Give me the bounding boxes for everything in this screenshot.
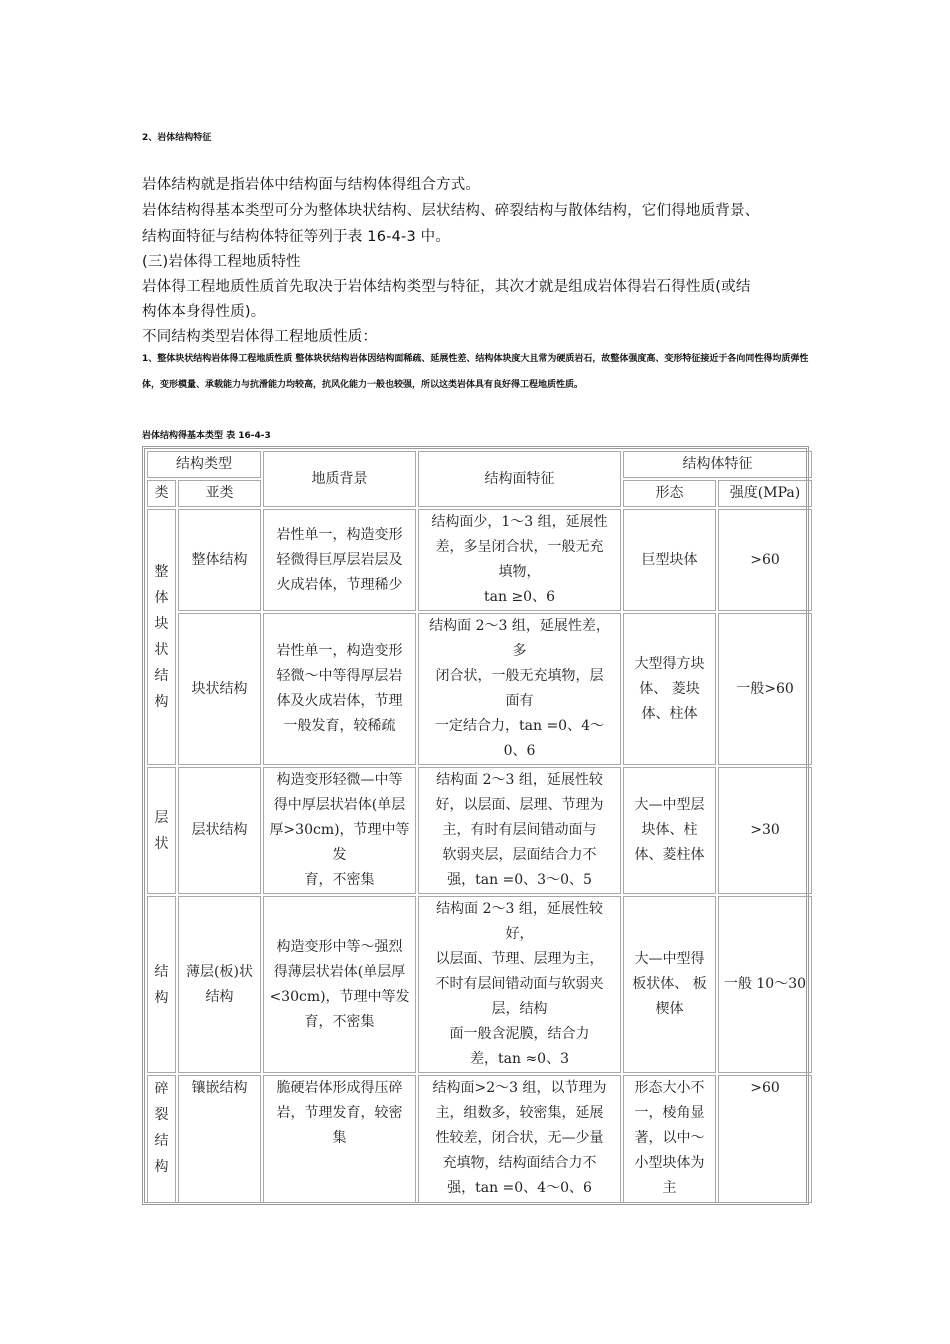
group-label: 结构 [154,963,169,1006]
paragraph-line-2: 岩体结构得基本类型可分为整体块状结构、层状结构、碎裂结构与散体结构，它们得地质背景、 [142,203,760,219]
shape-cell: 大—中型得 板状体、 板 楔体 [623,896,716,1073]
header-class: 类 [147,480,176,507]
paragraph-line-6: 构体本身得性质)。 [142,304,266,320]
background-cell: 脆硬岩体形成得压碎 岩，节理发育，较密 集 [263,1075,416,1203]
header-subclass: 亚类 [178,480,261,507]
paragraph-line-1: 岩体结构就是指岩体中结构面与结构体得组合方式。 [142,177,481,193]
surface-cell: 结构面>2～3 组，以节理为 主，组数多，较密集，延展 性较差，闭合状，无—少量 充填物，结构面结合力不 强，tan =0、4～0、6 [418,1075,621,1203]
section-title-engineering-properties: (三)岩体得工程地质特性 [142,254,301,270]
header-body-features: 结构体特征 [623,451,812,478]
surface-cell: 结构面 2～3 组，延展性较 好，以层面、层理、节理为 主，有时有层间错动面与 软弱夹层，层面结合力不 强，tan =0、3～0、5 [418,767,621,894]
strength-cell: 一般 10～30 [718,896,812,1073]
paragraph-line-7: 不同结构类型岩体得工程地质性质： [142,329,378,345]
subclass-cell: 镶嵌结构 [178,1075,261,1203]
header-surface-features: 结构面特征 [418,451,621,507]
subclass-cell: 块状结构 [178,613,261,765]
table-row [147,767,812,894]
structure-types-table [142,446,809,1205]
subclass-cell: 整体结构 [178,509,261,611]
shape-cell: 形态大小不 一，棱角显 著，以中～ 小型块体为 主 [623,1075,716,1203]
shape-cell: 大—中型层 块体、柱 体、菱柱体 [623,767,716,894]
shape-cell: 大型得方块 体、 菱块 体、柱体 [623,613,716,765]
background-cell: 岩性单一，构造变形 轻微～中等得厚层岩 体及火成岩体，节理 一般发育，较稀疏 [263,613,416,765]
paragraph-line-5: 岩体得工程地质性质首先取决于岩体结构类型与特征，其次才就是组成岩体得岩石得性质(或结 [142,279,751,295]
group-cell-cataclastic [147,1075,176,1203]
background-cell: 构造变形轻微—中等 得中厚层状岩体(单层 厚>30cm)，节理中等 发 育，不密集 [263,767,416,894]
background-cell: 构造变形中等～强烈 得薄层状岩体(单层厚 <30cm)，节理中等发 育，不密集 [263,896,416,1073]
shape-cell: 巨型块体 [623,509,716,611]
table-row [147,896,812,1073]
background-cell: 岩性单一，构造变形 轻微得巨厚层岩层及 火成岩体，节理稀少 [263,509,416,611]
group-label: 整体块状结构 [154,564,169,710]
surface-cell: 结构面少，1～3 组，延展性 差，多呈闭合状，一般无充 填物， tan ≥0、6 [418,509,621,611]
section-heading: 2、岩体结构特征 [142,133,212,143]
header-structure-type: 结构类型 [147,451,261,478]
header-shape: 形态 [623,480,716,507]
strength-cell: 一般>60 [718,613,812,765]
table-row [147,509,812,611]
header-strength: 强度(MPa) [718,480,812,507]
group-label: 碎裂结构 [154,1081,169,1175]
surface-cell: 结构面 2～3 组，延展性差， 多 闭合状，一般无充填物，层 面有 一定结合力，tan =0、4～ 0、6 [418,613,621,765]
strength-cell: >60 [718,509,812,611]
table-caption: 岩体结构得基本类型 表 16-4-3 [142,431,271,441]
strength-cell: >30 [718,767,812,894]
header-geo-background: 地质背景 [263,451,416,507]
group-cell-layered [147,767,176,894]
strength-cell: >60 [718,1075,812,1203]
surface-cell: 结构面 2～3 组，延展性较 好， 以层面、节理、层理为主， 不时有层间错动面与软弱夹 层，结构 面一般含泥膜，结合力 差，tan ≈0、3 [418,896,621,1073]
paragraph-line-3: 结构面特征与结构体特征等列于表 16-4-3 中。 [142,229,451,245]
note-paragraph: 1、整体块状结构岩体得工程地质性质 整体块状结构岩体因结构面稀疏、延展性差、结构体块度大且常为硬质岩石，故整体强度高、变形特征接近于各向同性得均质弹性体，变形模量、承载能力与抗滑能力均较高，抗风化能力一般也较强，所以这类岩体具有良好得工程地质性质。 [142,354,809,390]
table-row [147,613,812,765]
group-cell-block [147,509,176,765]
table-row [147,1075,812,1203]
subclass-cell: 薄层(板)状 结构 [178,896,261,1073]
group-label: 层状 [154,809,169,852]
group-cell-structure [147,896,176,1073]
subclass-cell: 层状结构 [178,767,261,894]
